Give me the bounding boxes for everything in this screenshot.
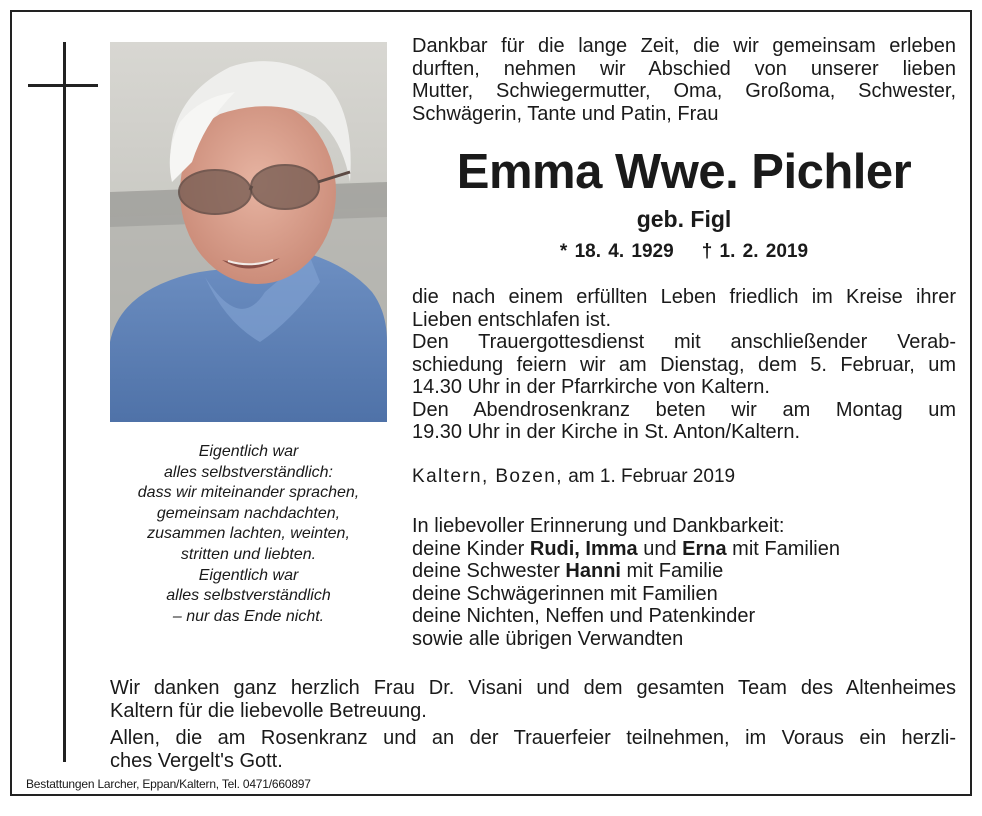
place-date: am 1. Februar 2019 xyxy=(568,466,736,487)
birth-name: geb. Figl xyxy=(636,206,732,232)
place-and-date xyxy=(412,465,735,489)
family-names: Rudi, Imma xyxy=(529,537,638,560)
thanks-line: Wir danken ganz herzlich Frau Dr. Visani und dem gesamten Team des Altenheimes xyxy=(110,677,956,699)
poem xyxy=(110,442,387,627)
poem-line: – nur das Ende nicht. xyxy=(172,607,325,625)
thanks-line: Allen, die am Rosenkranz und an der Trauerfeier teilnehmen, im Voraus ein herzli- xyxy=(110,727,956,749)
family-list xyxy=(412,515,840,650)
body-line: die nach einem erfüllten Leben friedlich im Kreise ihrer xyxy=(412,286,956,308)
thanks-text xyxy=(110,677,956,772)
death-date: † 1. 2. 2019 xyxy=(701,241,809,262)
poem-line: dass wir miteinander sprachen, xyxy=(137,484,360,502)
poem-line: stritten und liebten. xyxy=(180,545,317,563)
body-line: Den Abendrosenkranz beten wir am Montag um xyxy=(412,398,956,421)
family-line: deine Schwester Hanni mit Familie xyxy=(412,560,724,582)
intro-line: durften, nehmen wir Abschied von unserer lieben xyxy=(412,57,956,80)
body-line: 14.30 Uhr in der Pfarrkirche von Kaltern. xyxy=(412,376,770,398)
family-intro: In liebevoller Erinnerung und Dankbarkeit: xyxy=(412,515,785,537)
funeral-home-footer: Bestattungen Larcher, Eppan/Kaltern, Tel. 0471/660897 xyxy=(26,777,311,791)
poem-line: alles selbstverständlich: xyxy=(164,463,333,481)
poem-line: Eigentlich war xyxy=(198,566,299,584)
family-line: deine Schwägerinnen mit Familien xyxy=(412,582,718,605)
intro-line: Dankbar für die lange Zeit, die wir gemeinsam erleben xyxy=(412,35,956,57)
body-line: 19.30 Uhr in der Kirche in St. Anton/Kaltern. xyxy=(412,421,800,443)
life-dates xyxy=(412,240,956,264)
portrait-photo xyxy=(110,42,387,422)
cross-horizontal-bar xyxy=(28,84,98,87)
family-names: Hanni xyxy=(565,560,621,582)
body-line: Den Trauergottesdienst mit anschließender Verab- xyxy=(412,331,956,353)
service-text xyxy=(412,286,956,444)
thanks-line: ches Vergelt's Gott. xyxy=(110,749,283,772)
place-city: Kaltern, Bozen, xyxy=(412,466,563,487)
poem-line: alles selbstverständlich xyxy=(166,587,331,605)
obituary-notice xyxy=(10,10,972,796)
birth-date: * 18. 4. 1929 xyxy=(559,241,674,262)
deceased-name: Emma Wwe. Pichler xyxy=(456,145,912,199)
family-line: deine Kinder Rudi, Imma und Erna mit Familien xyxy=(412,537,840,560)
family-names: Erna xyxy=(682,537,727,560)
poem-line: zusammen lachten, weinten, xyxy=(147,525,350,543)
intro-line: Schwägerin, Tante und Patin, Frau xyxy=(412,102,719,125)
family-line: deine Nichten, Neffen und Patenkinder xyxy=(412,605,756,627)
body-line: Lieben entschlafen ist. xyxy=(412,308,612,331)
thanks-line: Kaltern für die liebevolle Betreuung. xyxy=(110,699,427,722)
poem-line: Eigentlich war xyxy=(198,443,299,460)
body-line: schiedung feiern wir am Dienstag, dem 5. Februar, um xyxy=(412,353,956,376)
intro-line: Mutter, Schwiegermutter, Oma, Großoma, Schwester, xyxy=(412,80,956,102)
intro-text xyxy=(412,35,956,125)
cross-vertical-bar xyxy=(63,42,66,762)
family-line: sowie alle übrigen Verwandten xyxy=(412,627,684,650)
poem-line: gemeinsam nachdachten, xyxy=(156,504,341,522)
